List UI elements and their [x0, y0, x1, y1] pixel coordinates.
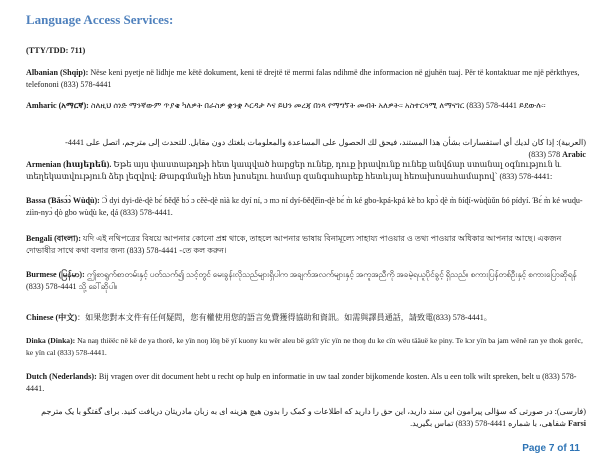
language-text: যদি এই নথিপত্রের বিষয়ে আপনার কোনো প্রশ্ন থাকে, তাহলে আপনার ভাষায় বিনামূল্যে সাহায্য পাওয়ার ও তথ্য পাওয়ার অধিকার আপনার আছে। একজন দোভাষীর সাথে কথা বলার জন্য (833) 578-4441 -তে কল করুন। — [26, 234, 562, 255]
language-text-tail: သို့ ခေါ်ဆိုပါ။ — [78, 282, 118, 291]
entry-armenian — [26, 159, 586, 183]
language-text: (فارسی): در صورتی که سؤالی پیرامون این سند دارید، این حق را دارید که اطلاعات و کمک را بدون هیچ هزینه ای به زبان مادریتان دریافت کنید. برای گفتگو با یک مترجم شفاهی، با شماره 4441-578 (833) تماس بگیرید. — [41, 407, 586, 428]
language-text: Ɔ̀ dyi dyi-dè-ɖè bɛ́ ɓěɖě bɔ́ ɔ cěè-ɖè nìà kɛ dyí ní, ɔ mɔ ní dyí-ɓěɖěìn-ɖè bɛ́ m̀ ké gbo-kpá-kpá kè bɔ kpɔ̀ ɖè m̀ ɓíɖí-wùɖùǔn ɓó pídyí. Ɓɛ́ m̀ ké wuɖu-ziìn-nyɔ̀ ɖò gbo wùɖù ke, ɖá (833) 578-4441. — [26, 196, 583, 217]
entry-albanian — [26, 67, 586, 91]
language-text: Na naŋ thiëëc në kë de ya thorë, ke yïn noŋ löŋ bë yï kuony ku wër aleu bë gɛ̈ɛ̈r yïc yïn ne thoŋ du ke cïn wëu tääuë ke piny. Te kɔr yïn ba jam wënë ran ye thok gerëc, ke yïn cal (833) 578-4441. — [26, 336, 583, 357]
entry-bengali — [26, 233, 586, 257]
language-text: Bij vragen over dit document hebt u recht op hulp en informatie in uw taal zonder bijkomende kosten. Als u een tolk wilt spreken, belt u (833) 578-4441. — [26, 372, 577, 393]
page-title: Language Access Services: — [26, 12, 174, 27]
language-text: Nëse keni pyetje në lidhje me këtë dokument, keni të drejtë të merrni falas ndihmë dhe informacion në gjuhën tuaj. Për të kontaktuar me një përkthyes, telefononi (833) 578-4441 — [26, 68, 580, 89]
language-text: ስለዚህ ሰነድ ማንኛውም ጥያቄ ካለዎት በራስዎ ቋንቋ እርዳታ እና ይህን መረጃ በነጻ የማግኘት መብት አለዎት። አስተርጓሚ ለማናገር (833) 578-4441 ይደውሉ። — [88, 101, 546, 110]
entry-arabic — [60, 137, 586, 161]
language-name: Bengali (বাংলা): — [26, 234, 81, 243]
language-text: (العربية): إذا كان لديك أي استفسارات بشأن هذا المستند، فيحق لك الحصول على المساعدة والمعلومات بلغتك دون مقابل. للتحدث إلى مترجم، اتصل على 4441-578 (833) — [65, 138, 586, 159]
language-name: Amharic (አማርኛ): — [26, 101, 89, 110]
language-name: Bassa (Ɓǎsɔ́ɔ̀ Wùɖù): — [26, 196, 100, 205]
language-name: Farsi — [568, 419, 586, 428]
language-text: Եթե այս փաստաթղթի հետ կապված հարցեր ունեք, դուք իրավունք ունեք անվճար ստանալ օգնություն և տեղեկատվություն ձեր լեզվով: Թարգմանչի հետ խոսելու համար զանգահարեք հետևյալ հեռախոսահամարով՝ (833) 578-4441: — [26, 160, 562, 181]
entry-bassa — [26, 195, 586, 219]
entry-chinese — [26, 312, 586, 324]
entry-dinka — [26, 335, 586, 359]
entry-dutch — [26, 371, 586, 395]
entry-farsi — [26, 406, 586, 430]
language-name: Chinese (中文) — [26, 313, 78, 322]
language-name: Arabic — [562, 150, 586, 159]
language-name: Dutch (Nederlands): — [26, 372, 97, 381]
language-name: Albanian (Shqip): — [26, 68, 89, 77]
language-name: Burmese (မြန်မာ): — [26, 270, 85, 279]
language-name: Armenian (հայերեն). — [26, 160, 112, 169]
language-text: ဤစာရွက်စာတမ်းနှင့် ပတ်သက်၍ သင့်တွင် မေးခွန်းလိုသည်များရှိပါက အချက်အလက်များနှင့် အကူအညီကို အခမဲ့ရယူပိုင်ခွင့် ရှိသည်။ စကားပြန်တစ်ဦးနှင့် စကားပြောဆိုရန် (833) 578-4441 — [26, 270, 577, 291]
tty-line: (TTY/TDD: 711) — [26, 46, 86, 55]
language-name: Dinka (Dinka): — [26, 336, 76, 345]
page-number: Page 7 of 11 — [522, 443, 580, 454]
language-text: ：如果您對本文件有任何疑問，您有權使用您的語言免費獲得協助和資訊。如需與譯員通話，請致電(833) 578-4441。 — [77, 313, 492, 322]
entry-burmese — [26, 269, 586, 293]
entry-amharic — [26, 100, 586, 112]
